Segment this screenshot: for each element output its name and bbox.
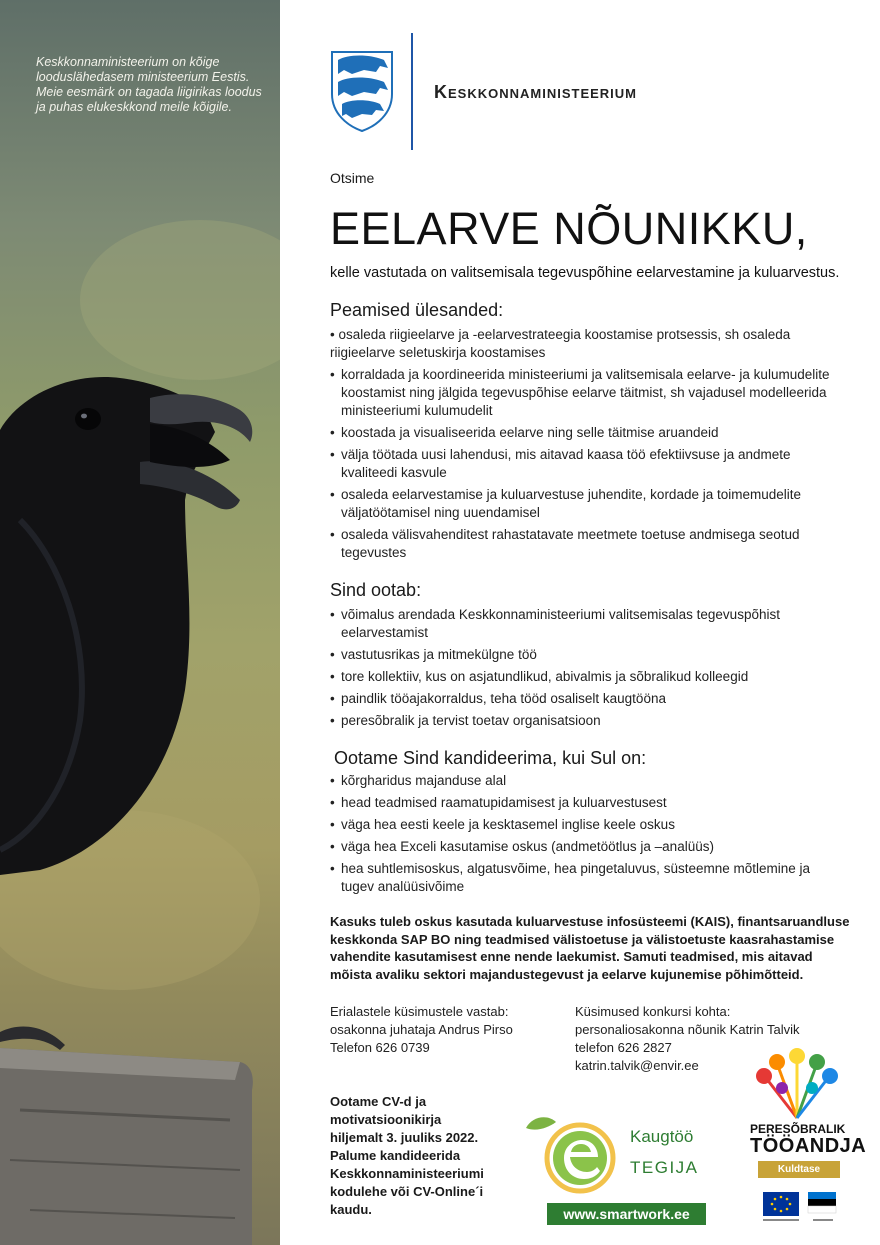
deadline-line: kaudu. <box>330 1202 372 1217</box>
task-item <box>330 486 830 522</box>
offer-list <box>330 606 830 734</box>
job-title: EELARVE NÕUNIKKU, <box>330 203 808 254</box>
kaugtoo-label: Kaugtöö <box>630 1127 694 1146</box>
deadline-line: kodulehe või CV-Online´i <box>330 1184 484 1199</box>
requirement-item <box>330 816 830 834</box>
deadline-line: Keskkonnaministeeriumi <box>330 1166 484 1181</box>
task-item-line: • osaleda välisvahenditest rahastatavate meetmete toetuse andmisega seotud <box>341 527 800 542</box>
task-item-line: ministeeriumi kulumudelit <box>341 403 493 418</box>
requirement-item <box>330 794 830 812</box>
requirement-item <box>330 860 830 896</box>
task-item <box>330 526 830 562</box>
intro-line: Meie eesmärk on tagada liigirikas loodus <box>36 85 262 99</box>
task-item-line: koostamist ning jälgida tegevuspõhise eelarve täitmist, sh vajadusel modelleerida <box>341 385 827 400</box>
requirements-heading: Ootame Sind kandideerima, kui Sul on: <box>334 748 647 768</box>
tegija-label: TEGIJA <box>630 1158 699 1177</box>
offer-item-line: • võimalus arendada Keskkonnaministeeriumi valitsemisalas tegevuspõhist <box>341 607 780 622</box>
requirement-item-line: tugev analüüsivõime <box>341 879 465 894</box>
deadline-line: Ootame CV-d ja motivatsioonikirja <box>330 1094 442 1127</box>
family-friendly-employer-logo <box>752 1048 842 1120</box>
requirement-item-line: • hea suhtlemisoskus, algatusvõime, hea pingetaluvus, süsteemne mõtlemine ja <box>341 861 811 876</box>
gold-level-badge: Kuldtase <box>758 1161 840 1178</box>
paragraph-line: vahendite kasutamisest enne nende laekumist. Samuti teadmised, mis aitavad <box>330 949 813 964</box>
advantage-paragraph <box>330 913 850 983</box>
paragraph-line: mõista avaliku sektori majandustegevust ja eelarve kujunemise põhimõtteid. <box>330 966 804 982</box>
contact-phone[interactable]: Telefon 626 0739 <box>330 1040 430 1055</box>
tasks-list <box>330 326 830 566</box>
employer-label-2: TÖÖANDJA <box>750 1135 867 1157</box>
task-item-line: • korraldada ja koordineerida ministeeriumi ja valitsemisala eelarve- ja kulumudelite <box>341 367 830 382</box>
requirement-item-line: • väga hea Exceli kasutamise oskus (andmetöötlus ja –analüüs) <box>341 839 714 854</box>
task-item-line: • välja töötada uusi lahendusi, mis aitavad kaasa töö efektiivsuse ja andmete <box>341 447 791 462</box>
offer-item-line: • vastutusrikas ja mitmekülgne töö <box>341 647 537 662</box>
paragraph-line: keskkonda SAP BO ning teadmised välistoetuse ja välistoetuste kaasrahastamise <box>330 931 835 947</box>
requirements-list <box>330 772 830 900</box>
requirement-item <box>330 772 830 790</box>
task-item-line: • osaleda riigieelarve ja -eelarvestrateegia koostamise protsessis, sh osaleda <box>330 327 791 342</box>
eu-funding-logos <box>763 1192 838 1228</box>
task-item-line: kvaliteedi kasvule <box>341 465 447 480</box>
intro-line: Keskkonnaministeerium on kõige <box>36 55 220 69</box>
intro-line: looduslähedasem ministeerium Eestis. <box>36 70 250 84</box>
task-item-line: • koostada ja visualiseerida eelarve ning selle täitmise aruandeid <box>341 425 719 440</box>
task-item-line: tegevustes <box>341 545 407 560</box>
offer-item-line: • peresõbralik ja tervist toetav organisatsioon <box>341 713 601 728</box>
paragraph-line: Kasuks tuleb oskus kasutada kuluarvestuse infosüsteemi (KAIS), finantsaruandluse <box>330 914 850 929</box>
task-item-line: väljatöötamisel ning uuendamisel <box>341 505 540 520</box>
offer-item <box>330 606 830 642</box>
contact-phone[interactable]: telefon 626 2827 <box>575 1040 672 1055</box>
requirement-item-line: • kõrgharidus majanduse alal <box>341 773 507 788</box>
lead-text: Otsime <box>330 170 375 186</box>
offer-item-line: eelarvestamist <box>341 625 429 640</box>
task-item <box>330 366 830 420</box>
contact-line: Erialastele küsimustele vastab: <box>330 1004 509 1019</box>
coat-of-arms-logo <box>330 50 394 132</box>
job-subtitle: kelle vastutada on valitsemisala tegevuspõhine eelarvestamine ja kuluarvestus. <box>330 265 840 281</box>
offer-item <box>330 668 830 686</box>
contact-specialist <box>330 1003 513 1057</box>
raven-photo <box>0 0 280 1245</box>
contact-line: osakonna juhataja Andrus Pirso <box>330 1022 513 1037</box>
ministry-intro <box>36 55 266 115</box>
task-item <box>330 446 830 482</box>
logo-divider <box>411 33 413 150</box>
contact-email-link[interactable]: katrin.talvik@envir.ee <box>575 1058 699 1073</box>
requirement-item-line: • head teadmised raamatupidamisest ja kuluarvestusest <box>341 795 667 810</box>
organization-name: Keskkonnaministeerium <box>434 82 638 102</box>
offer-heading: Sind ootab: <box>330 580 422 600</box>
task-item-line: riigieelarve seletuskirja koostamises <box>330 345 546 360</box>
offer-item-line: • tore kollektiiv, kus on asjatundlikud, abivalmis ja sõbralikud kolleegid <box>341 669 749 684</box>
task-item-line: • osaleda eelarvestamise ja kuluarvestuse juhendite, kordade ja toimemudelite <box>341 487 802 502</box>
intro-line: ja puhas elukeskkond meile kõigile. <box>36 100 232 114</box>
offer-item <box>330 690 830 708</box>
raven-illustration <box>0 0 280 1245</box>
kaugtoo-e-logo <box>518 1110 628 1200</box>
tasks-heading: Peamised ülesanded: <box>330 300 504 320</box>
deadline-line: Palume kandideerida <box>330 1148 461 1163</box>
requirement-item-line: • väga hea eesti keele ja kesktasemel inglise keele oskus <box>341 817 675 832</box>
offer-item <box>330 712 830 730</box>
task-item <box>330 424 830 442</box>
contact-line: personaliosakonna nõunik Katrin Talvik <box>575 1022 800 1037</box>
employer-label-1: PERESÕBRALIK <box>750 1122 846 1136</box>
smartwork-link[interactable]: www.smartwork.ee <box>547 1203 706 1225</box>
offer-item-line: • paindlik tööajakorraldus, teha tööd osaliselt kaugtööna <box>341 691 666 706</box>
task-item <box>330 326 830 362</box>
contact-line: Küsimused konkursi kohta: <box>575 1004 731 1019</box>
application-deadline <box>330 1093 540 1219</box>
deadline-line: hiljemalt 3. juuliks 2022. <box>330 1130 479 1145</box>
requirement-item <box>330 838 830 856</box>
offer-item <box>330 646 830 664</box>
